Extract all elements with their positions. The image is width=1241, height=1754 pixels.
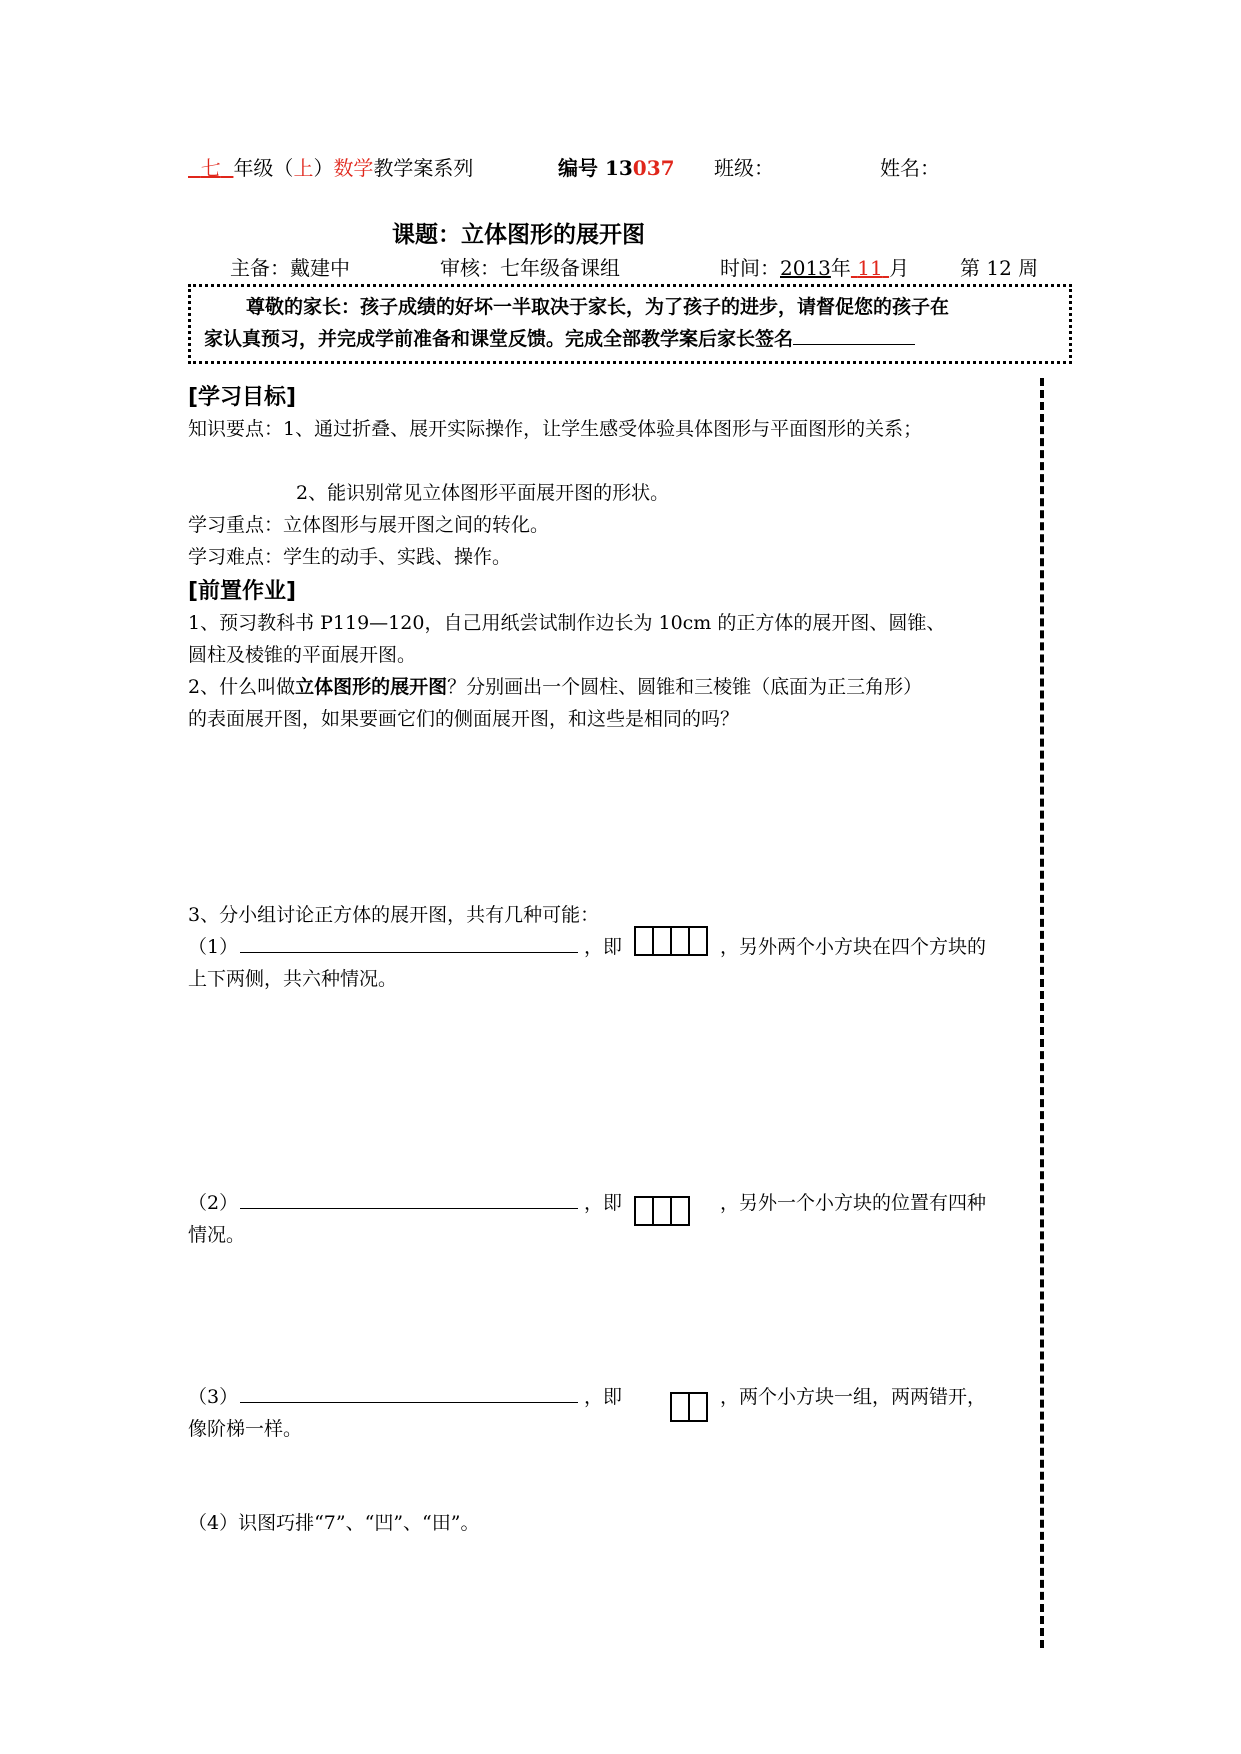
document-number: 编号 13037 [558, 156, 675, 180]
parent-notice-line1: 尊敬的家长：孩子成绩的好坏一半取决于家长，为了孩子的进步，请督促您的孩子在 [246, 296, 950, 318]
case2-square-row-figure [634, 1196, 690, 1226]
square-cell [688, 926, 708, 956]
homework-heading: [前置作业] [188, 579, 297, 604]
author-label: 主备：戴建中 [230, 256, 350, 280]
homework-q1-line2: 圆柱及棱锥的平面展开图。 [188, 644, 417, 666]
parent-notice-line2: 家认真预习，并完成学前准备和课堂反馈。完成全部教学案后家长签名 [204, 324, 915, 351]
grade-value: 七 [200, 156, 221, 180]
subject-value: 数学 [333, 156, 374, 180]
case1-label: （1） [188, 936, 239, 958]
objective-difficulty: 学习难点：学生的动手、实践、操作。 [188, 546, 512, 568]
document-header [188, 152, 473, 181]
series-label: 教学案系列 [373, 156, 474, 180]
grade-suffix: 年级（ [233, 156, 294, 180]
objective-point1: 知识要点：1、通过折叠、展开实际操作，让学生感受体验具体图形与平面图形的关系； [188, 418, 923, 440]
case3-line2: 像阶梯一样。 [188, 1418, 303, 1440]
case1-mid: ，即 [584, 936, 623, 958]
homework-q1-line1: 1、预习教科书 P119—120，自己用纸尝试制作边长为 10cm 的正方体的展开图、圆锥、 [188, 612, 946, 634]
homework-q3: 3、分小组讨论正方体的展开图，共有几种可能： [188, 904, 600, 926]
case2-label: （2） [188, 1192, 239, 1214]
term-value: 上 [293, 156, 314, 180]
case3-rest: ，两个小方块一组，两两错开， [720, 1386, 987, 1408]
square-cell [688, 1392, 708, 1422]
name-label: 姓名： [880, 156, 940, 180]
case1-answer-blank[interactable] [240, 932, 578, 953]
square-cell [670, 926, 690, 956]
time-label: 时间：2013年 11 月 [720, 256, 910, 280]
case2-answer-blank[interactable] [240, 1188, 578, 1209]
reviewer-label: 审核：七年级备课组 [440, 256, 620, 280]
square-cell [652, 1196, 672, 1226]
objectives-heading: [学习目标] [188, 385, 297, 410]
term-close: ） [313, 156, 334, 180]
homework-q2-line2: 的表面展开图，如果要画它们的侧面展开图，和这些是相同的吗？ [188, 708, 740, 730]
square-cell [670, 1196, 690, 1226]
case2-rest: ，另外一个小方块的位置有四种 [720, 1192, 987, 1214]
homework-q2-line1: 2、什么叫做立体图形的展开图？分别画出一个圆柱、圆锥和三棱锥（底面为正三角形） [188, 676, 923, 698]
case3-mid: ，即 [584, 1386, 623, 1408]
case2-line2: 情况。 [188, 1224, 246, 1246]
case2-mid: ，即 [584, 1192, 623, 1214]
case3-label: （3） [188, 1386, 239, 1408]
case4-text: （4）识图巧排“7”、“凹”、“田”。 [188, 1512, 480, 1534]
case1-square-row-figure [634, 926, 708, 956]
week-label: 第 12 周 [960, 256, 1039, 280]
case1-line2: 上下两侧，共六种情况。 [188, 968, 398, 990]
page-title: 课题：立体图形的展开图 [392, 221, 645, 248]
case3-square-row-figure [670, 1392, 708, 1422]
parent-signature-line[interactable] [793, 326, 915, 345]
case3-answer-blank[interactable] [240, 1382, 578, 1403]
class-label: 班级： [714, 156, 774, 180]
square-cell [652, 926, 672, 956]
objective-key: 学习重点：立体图形与展开图之间的转化。 [188, 514, 550, 536]
case1-rest: ，另外两个小方块在四个方块的 [720, 936, 987, 958]
square-cell [670, 1392, 690, 1422]
square-cell [634, 926, 654, 956]
cut-line [1040, 378, 1044, 1648]
term-highlight: 立体图形的展开图 [295, 676, 448, 698]
objective-point2: 2、能识别常见立体图形平面展开图的形状。 [296, 482, 670, 504]
square-cell [634, 1196, 654, 1226]
